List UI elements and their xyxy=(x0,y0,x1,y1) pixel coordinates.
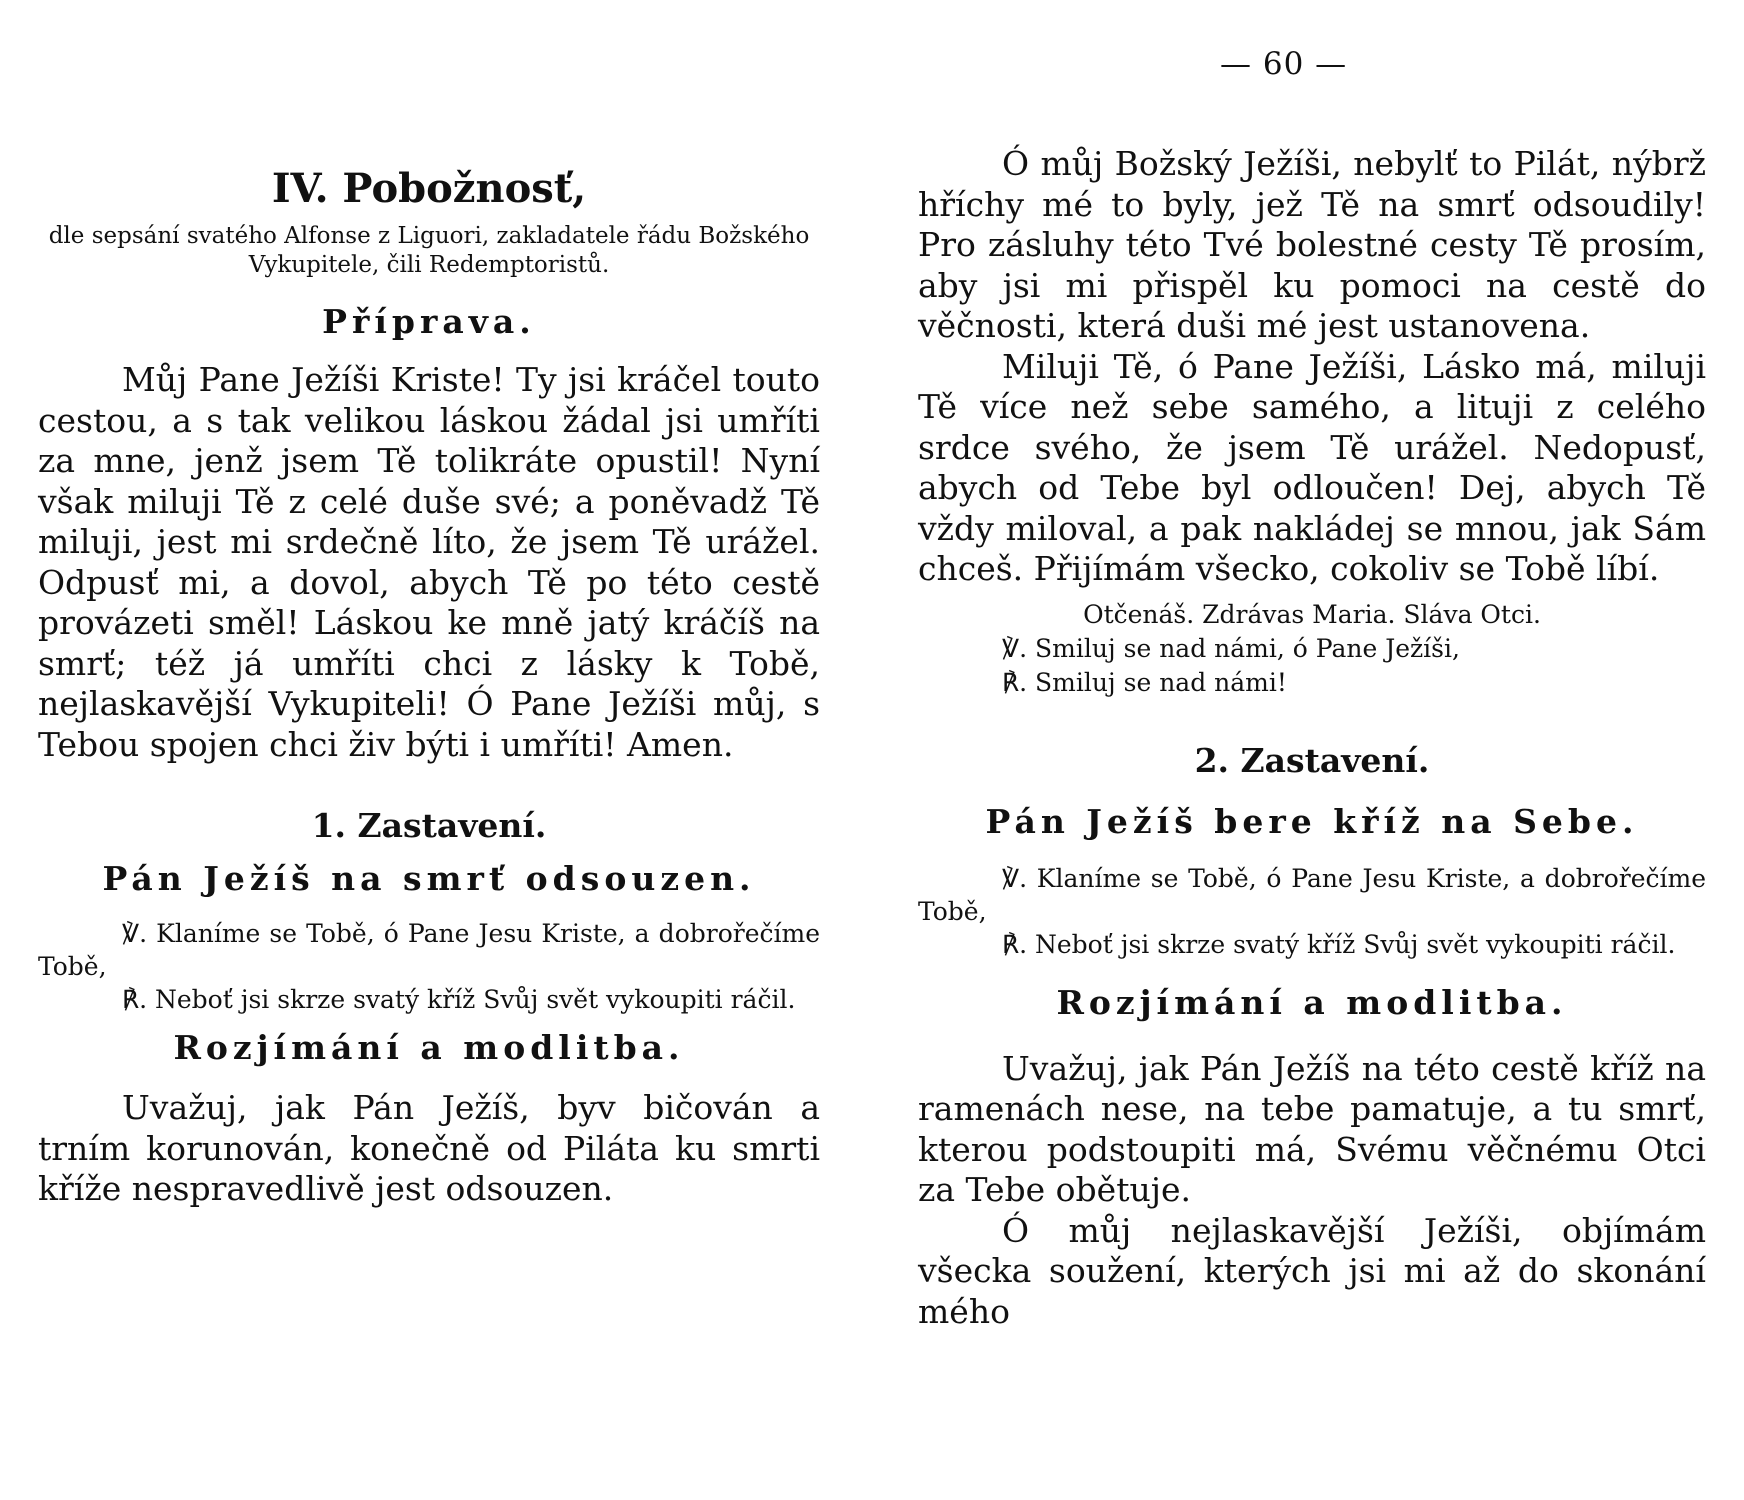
station-1-versicle-2: ℣. Smiluj se nad námi, ó Pane Ježíši, xyxy=(1002,633,1460,663)
station-2-heading: 2. Zastavení. xyxy=(1194,740,1430,780)
station-2-meditation-text: Uvažuj, jak Pán Ježíš na této cestě kříž na ramenách nese, na tebe pamatuje, a tu smrť, kterou podstoupiti má, Svému věčnému Otci za Tebe obětuje. xyxy=(918,1048,1706,1209)
station-2-title: Pán Ježíš bere kříž na Sebe. xyxy=(985,801,1639,841)
chapter-title: IV. Pobožnosť, xyxy=(271,165,587,212)
station-1-title: Pán Ježíš na smrť odsouzen. xyxy=(102,859,756,898)
prayer-paragraph-2: Miluji Tě, ó Pane Ježíši, Lásko má, miluji Tě více než sebe samého, a lituji z celého srdce svého, že jsem Tě urážel. Nedopusť, abych od Tebe byl odloučen! Dej, abych Tě vždy miloval, a pak nakládej se mnou, jak Sám chceš. Přijímám všecko, cokoliv se Tobě líbí. xyxy=(918,346,1706,588)
station-2-meditation-heading: Rozjímání a modlitba. xyxy=(1056,982,1568,1022)
station-2-response: ℟. Neboť jsi skrze svatý kříž Svůj svět vykoupiti ráčil. xyxy=(1002,929,1676,959)
station-2-versicle: ℣. Klaníme se Tobě, ó Pane Jesu Kriste, a dobrořečíme Tobě, xyxy=(918,863,1706,926)
station-1-response: ℟. Neboť jsi skrze svatý kříž Svůj svět vykoupiti ráčil. xyxy=(122,985,796,1014)
prayer-paragraph-3: Ó můj nejlaskavější Ježíši, objímám všecka soužení, kterých jsi mi až do skonání mého xyxy=(918,1210,1706,1331)
station-1-meditation-heading: Rozjímání a modlitba. xyxy=(173,1028,685,1067)
preparation-text: Můj Pane Ježíši Kriste! Ty jsi kráčel touto cestou, a s tak velikou láskou žádal jsi umříti za mne, jenž jsem Tě tolikráte opustil! Nyní však miluji Tě z celé duše své; a poněvadž Tě miluji, jest mi srdečně líto, že jsem Tě urážel. Odpusť mi, a dovol, abych Tě po této cestě provázeti směl! Láskou ke mně jatý kráčíš na smrť; též já umříti chci z lásky k Tobě, nejlaskavější Vykupiteli! Ó Pane Ježíši můj, s Tebou spojen chci živ býti i umříti! Amen. xyxy=(38,360,820,764)
page-number: — 60 — xyxy=(1220,46,1348,82)
prayer-paragraph-1: Ó můj Božský Ježíši, nebylť to Pilát, nýbrž hříchy mé to byly, jež Tě na smrť odsoudily! Pro zásluhy této Tvé bolestné cesty Tě prosím, aby jsi mi přispěl ku pomoci na cestě do věčnosti, která duši mé jest ustanovena. xyxy=(918,144,1706,345)
station-1-response-2: ℟. Smiluj se nad námi! xyxy=(1002,667,1287,697)
chapter-subtitle: dle sepsání svatého Alfonse z Liguori, zakladatele řádu Božského Vykupitele, čili Redemptoristů. xyxy=(48,223,810,278)
right-page xyxy=(918,0,1706,1332)
preparation-heading: Příprava. xyxy=(322,302,536,341)
station-1-meditation-text: Uvažuj, jak Pán Ježíš, byv bičován a trním korunován, konečně od Piláta ku smrti kříže nespravedlivě jest odsouzen. xyxy=(38,1088,820,1208)
prayers-line: Otčenáš. Zdrávas Maria. Sláva Otci. xyxy=(1083,599,1541,629)
station-1-heading: 1. Zastavení. xyxy=(311,806,547,845)
station-1-versicle: ℣. Klaníme se Tobě, ó Pane Jesu Kriste, a dobrořečíme Tobě, xyxy=(38,919,820,981)
left-page xyxy=(38,0,820,1210)
